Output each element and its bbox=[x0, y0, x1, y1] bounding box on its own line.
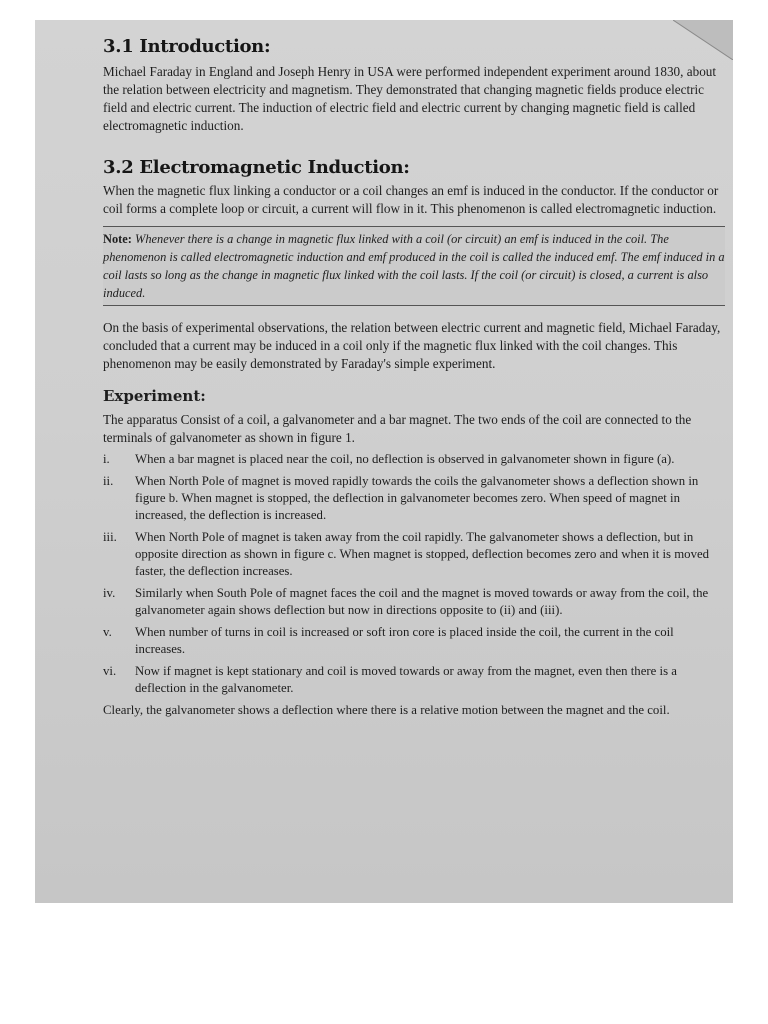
basis-paragraph: On the basis of experimental observations, the relation between electric current and magnetic field, Michael Faraday, concluded that a current may be induced in a coil only if the magnetic flux linked with the coil changes. This phenomenon may be easily demonstrated by Faraday's simple experiment. bbox=[103, 320, 721, 371]
list-item-text: When a bar magnet is placed near the coil, no deflection is observed in galvanometer shown in figure (a). bbox=[135, 452, 675, 466]
list-item-number: ii. bbox=[103, 474, 114, 488]
list-item bbox=[103, 529, 725, 580]
list-item bbox=[103, 473, 725, 524]
list-item bbox=[103, 663, 725, 697]
note-text: Whenever there is a change in magnetic flux linked with a coil (or circuit) an emf is induced in the coil. The phenomenon is called electromagnetic induction and emf produced in the coil is called the induced emf. The emf induced in a coil lasts so long as the change in magnetic flux linked with the coil lasts. If the coil (or circuit) is closed, a current is also induced. bbox=[103, 232, 725, 300]
list-item bbox=[103, 585, 725, 619]
experiment-steps-list bbox=[103, 451, 725, 697]
experiment-heading: Experiment: bbox=[103, 387, 206, 405]
book-page bbox=[35, 20, 733, 903]
section-heading-electromagnetic-induction: 3.2 Electromagnetic Induction: bbox=[103, 157, 410, 178]
list-item-text: When North Pole of magnet is moved rapidly towards the coils the galvanometer shows a deflection shown in figure b. When magnet is stopped, the deflection in galvanometer becomes zero. When speed of magnet in increased, the deflection is increased. bbox=[135, 474, 699, 522]
list-item-number: i. bbox=[103, 452, 110, 466]
list-item-number: v. bbox=[103, 625, 112, 639]
list-item-text: When number of turns in coil is increased or soft iron core is placed inside the coil, the current in the coil increases. bbox=[135, 625, 674, 656]
list-item-text: Now if magnet is kept stationary and coil is moved towards or away from the magnet, even then there is a deflection in the galvanometer. bbox=[135, 664, 677, 695]
section-heading-introduction: 3.1 Introduction: bbox=[103, 36, 271, 57]
note-box bbox=[103, 226, 725, 306]
list-item-text: Similarly when South Pole of magnet faces the coil and the magnet is moved towards or away from the coil, the galvanometer again shows deflection but now in directions opposite to (ii) and (iii). bbox=[135, 586, 709, 617]
note-label: Note: bbox=[103, 232, 132, 246]
induction-paragraph: When the magnetic flux linking a conductor or a coil changes an emf is induced in the conductor. If the conductor or coil forms a complete loop or circuit, a current will flow in it. This phenomenon is called electromagnetic induction. bbox=[103, 183, 719, 216]
list-item bbox=[103, 624, 725, 658]
introduction-paragraph: Michael Faraday in England and Joseph Henry in USA were performed independent experiment around 1830, about the relation between electricity and magnetism. They demonstrated that changing magnetic fields produce electric field and electric current. The induction of electric field and electric current by changing magnetic field is called electromagnetic induction. bbox=[103, 64, 717, 133]
list-item-number: iii. bbox=[103, 530, 117, 544]
experiment-intro: The apparatus Consist of a coil, a galvanometer and a bar magnet. The two ends of the coil are connected to the terminals of galvanometer as shown in figure 1. bbox=[103, 412, 692, 445]
list-item-number: vi. bbox=[103, 664, 117, 678]
page-content bbox=[103, 36, 725, 719]
list-item bbox=[103, 451, 725, 468]
conclusion-paragraph: Clearly, the galvanometer shows a deflection where there is a relative motion between the magnet and the coil. bbox=[103, 703, 670, 717]
list-item-number: iv. bbox=[103, 586, 116, 600]
list-item-text: When North Pole of magnet is taken away from the coil rapidly. The galvanometer shows a deflection, but in opposite direction as shown in figure c. When magnet is stopped, deflection becomes zero and when it is moved faster, the deflection increases. bbox=[135, 530, 710, 578]
